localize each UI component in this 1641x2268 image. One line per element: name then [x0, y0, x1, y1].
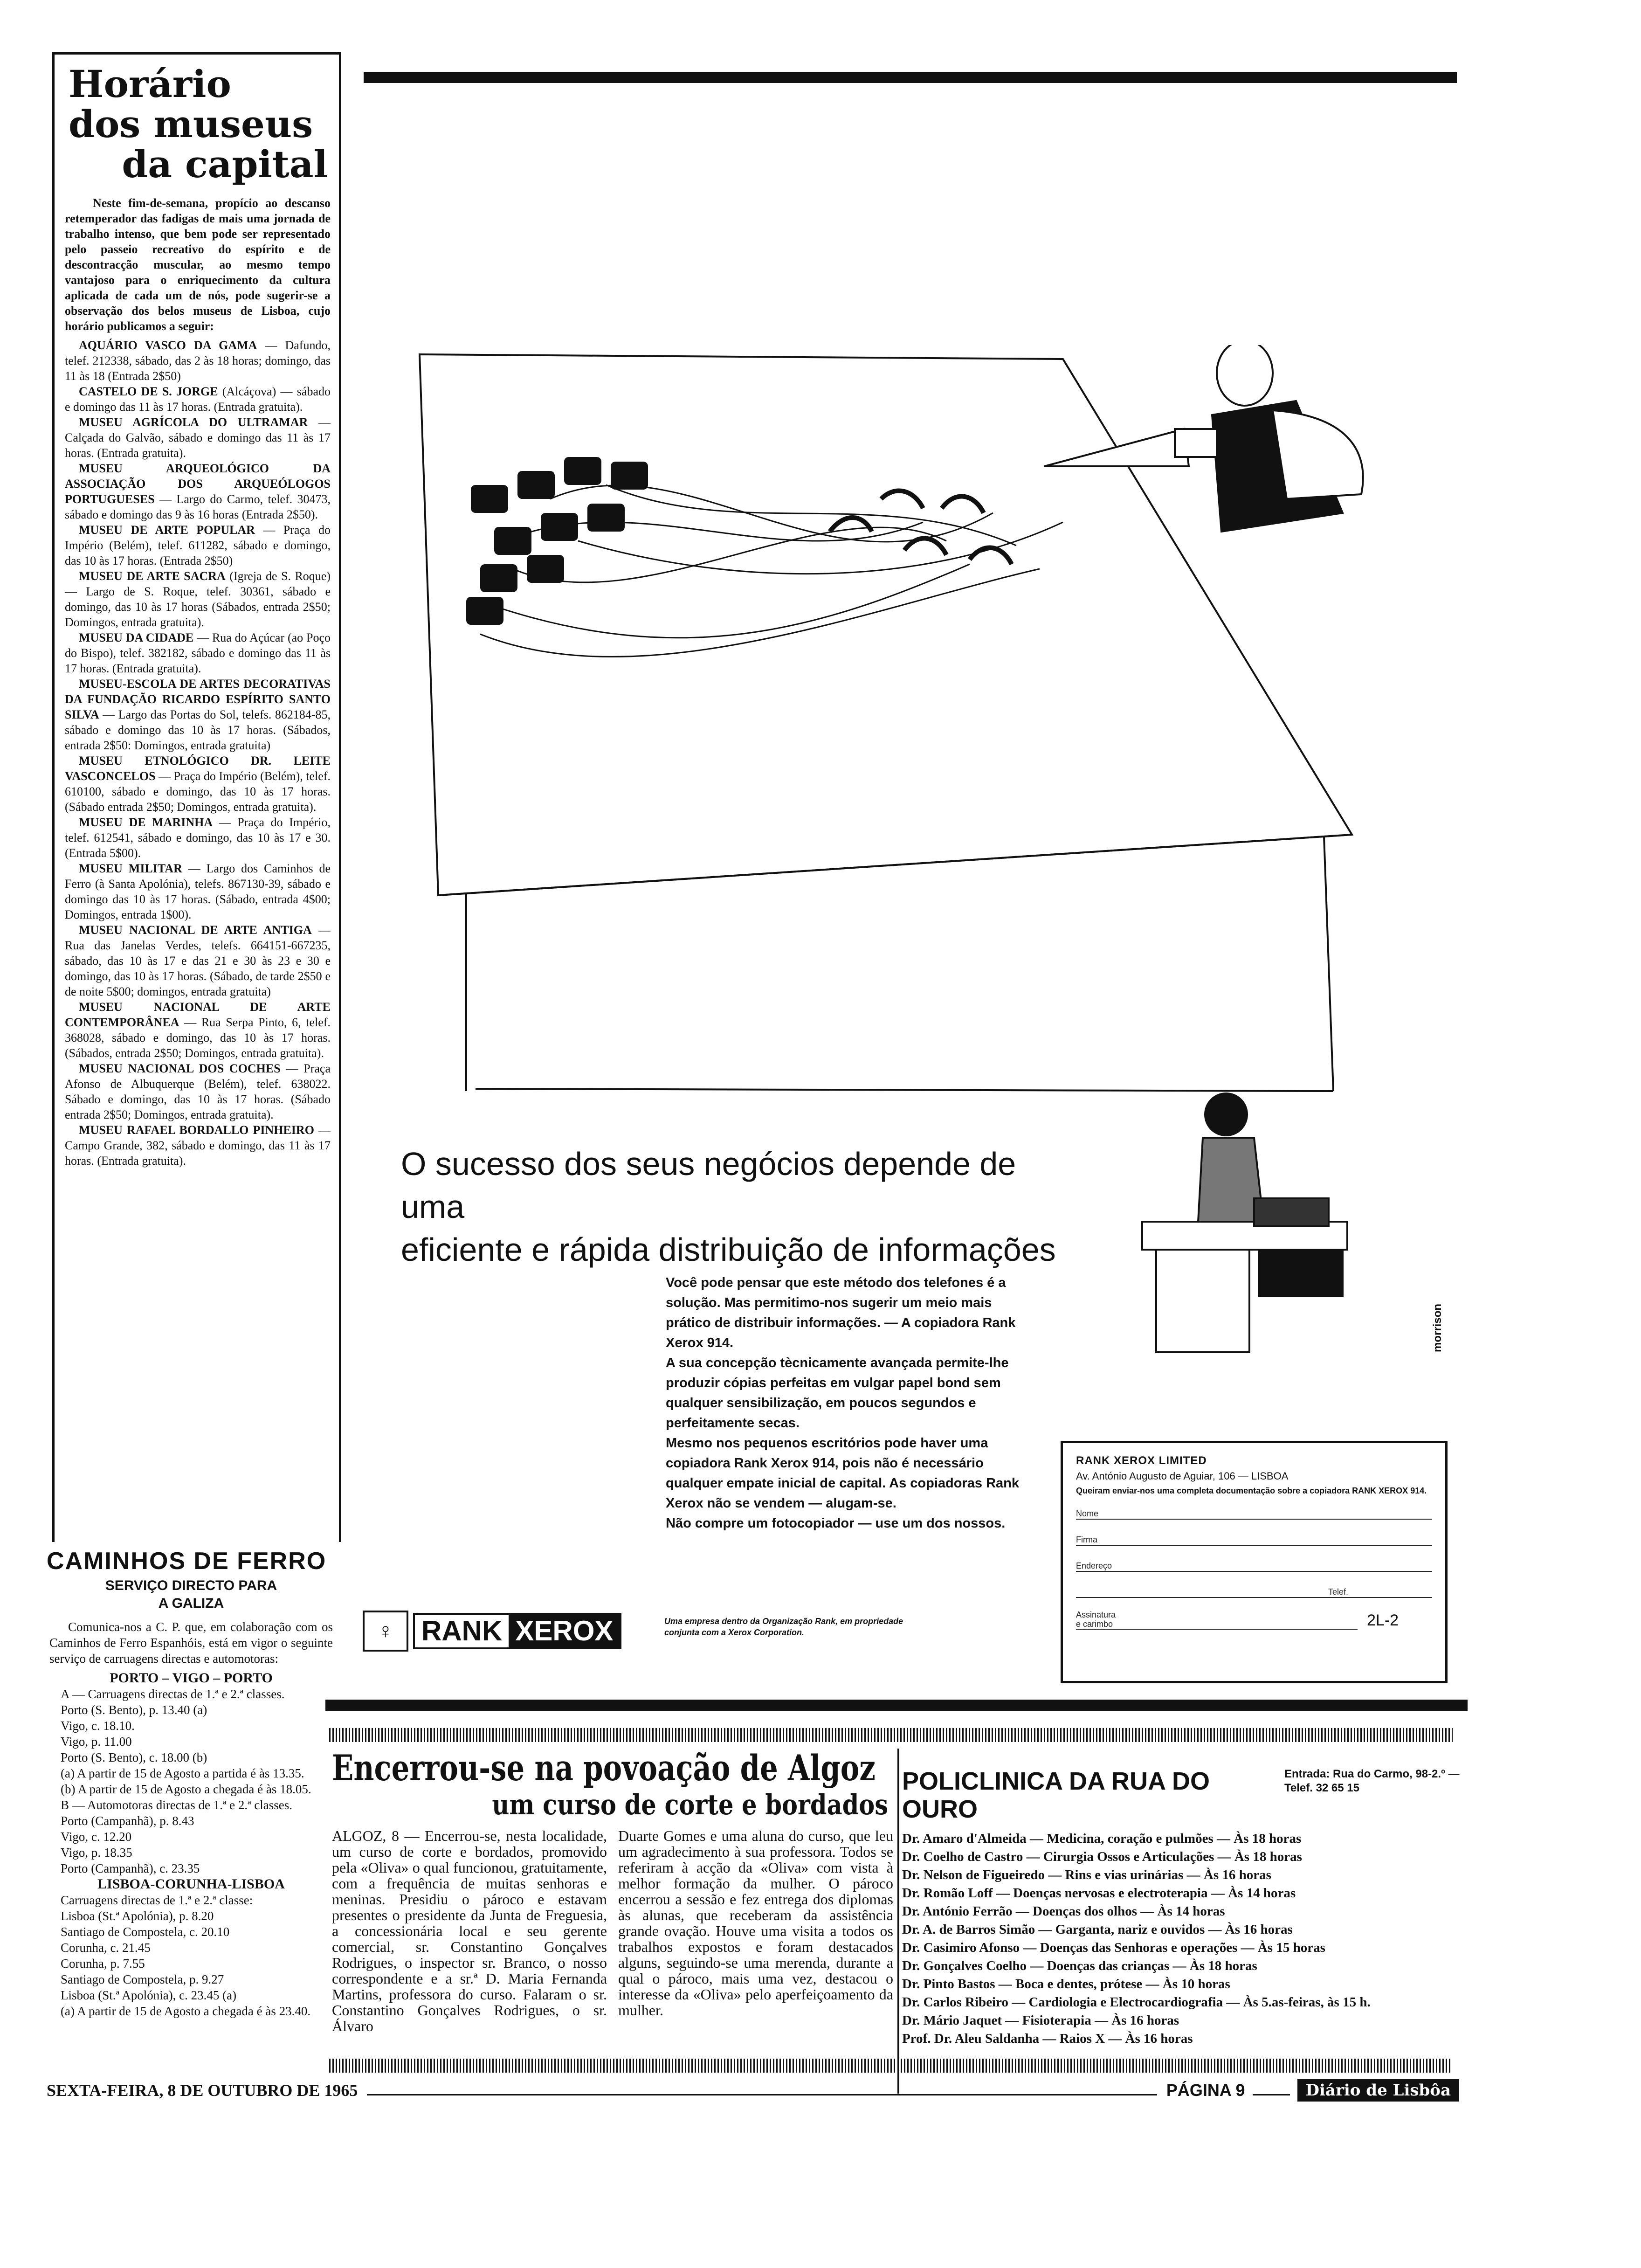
clinic-doctor-row: Dr. António Ferrão — Doenças dos olhos — Às 14 horas	[902, 1904, 1225, 1919]
clinic-doctor-row: Dr. Casimiro Afonso — Doenças das Senhoras e operações — Às 15 horas	[902, 1940, 1325, 1955]
coupon-request: Queiram enviar-nos uma completa documentação sobre a copiadora RANK XEROX 914.	[1076, 1486, 1427, 1495]
museum-entry	[65, 1122, 331, 1169]
man-with-megaphone-icon	[1044, 345, 1363, 532]
railway-line: Vigo, c. 18.10.	[61, 1719, 135, 1733]
railway-line: Porto (Campanhã), p. 8.43	[61, 1814, 194, 1828]
footer	[47, 2079, 1459, 2102]
museum-name: MUSEU DE MARINHA	[79, 816, 213, 829]
museum-details: (Alcáçova) — sábado e domingo das 11 às 17 horas. (Entrada gratuita).	[65, 385, 331, 414]
coupon-field-telef-label: Telef.	[1328, 1587, 1348, 1597]
ad-signature: morrison	[1431, 1303, 1444, 1352]
ad-headline	[401, 1142, 1072, 1271]
museum-entry	[65, 861, 331, 922]
museum-entry	[65, 522, 331, 568]
article-clinic-divider	[897, 1749, 899, 2094]
ad-headline-line-2: eficiente e rápida distribuição de informações	[401, 1231, 1056, 1268]
article-col-1: ALGOZ, 8 — Encerrou-se, nesta localidade, um curso de corte e bordados, promovido pela «Oliva» o qual funcionou, gratuitamente, com a frequência de muitas senhoras e meninas. Presidiu o pároco e estavam presentes o presidente da Junta de Freguesia, a concessionária local e seu gerente comercial, sr. Constantino Gonçalves Rodrigues, o inspector sr. Branco, o nosso correspondente e a sr.ª D. Maria Fernanda Martins, professora do curso. Falaram o sr. Constantino Gonçalves Rodrigues, o sr. Álvaro	[332, 1827, 607, 2034]
coupon-field-assinatura[interactable]	[1076, 1607, 1358, 1630]
phone-cords	[480, 485, 1063, 657]
museum-name: MUSEU DE ARTE SACRA	[79, 569, 226, 583]
footer-date: SEXTA-FEIRA, 8 DE OUTUBRO DE 1965	[47, 2081, 358, 2100]
railways-lines-2	[47, 1892, 336, 2019]
museum-details: — Dafundo, telef. 212338, sábado, das 2 às 18 horas; domingo, das 11 às 18 (Entrada 2$50)	[65, 339, 331, 383]
museum-details: — Praça do Império (Belém), telef. 610100, sábado e domingo, das 10 às 17 horas. (Sábado entrada 2$50; Domingos, entrada gratuita).	[65, 769, 331, 814]
clinic-doctors	[902, 1830, 1462, 2048]
clinic-doctor-row: Dr. Romão Loff — Doenças nervosas e electroterapia — Às 14 horas	[902, 1886, 1296, 1901]
railways-route-1: PORTO – VIGO – PORTO	[110, 1670, 273, 1686]
railways-title: CAMINHOS DE FERRO	[47, 1548, 327, 1575]
railway-line: Vigo, c. 12.20	[61, 1830, 132, 1844]
railway-line: Corunha, p. 7.55	[61, 1957, 145, 1971]
railway-line: (a) A partir de 15 de Agosto a partida é às 13.35.	[61, 1766, 304, 1780]
clinic-doctor-row: Dr. Coelho de Castro — Cirurgia Ossos e Articulações — Às 18 horas	[902, 1849, 1302, 1864]
telephones-icon	[466, 457, 648, 625]
museums-list	[55, 338, 339, 1169]
museum-entry	[65, 384, 331, 415]
clinic-doctor-row: Dr. Amaro d'Almeida — Medicina, coração e pulmões — Às 18 horas	[902, 1831, 1302, 1846]
coupon-field-endereco[interactable]	[1076, 1555, 1432, 1572]
ad-bottom-rule	[325, 1700, 1468, 1711]
railways-intro: Comunica-nos a C. P. que, em colaboração com os Caminhos de Ferro Espanhóis, está em vigor o seguinte serviço de carruagens directas e automotoras:	[49, 1620, 333, 1666]
museum-entry	[65, 676, 331, 753]
museum-details: — Praça Afonso de Albuquerque (Belém), telef. 638022. Sábado e domingo, das 10 às 17 horas. (Sábado entrada 2$50; Domingos, entrada gratuita).	[65, 1062, 331, 1121]
article	[332, 1748, 896, 2034]
museum-entry	[65, 568, 331, 630]
railways-lines-1	[47, 1686, 336, 1876]
clinic-address: Entrada: Rua do Carmo, 98-2.º — Telef. 32 65 15	[1284, 1768, 1460, 1794]
coupon-field-nome[interactable]	[1076, 1503, 1432, 1520]
railway-line: B — Automotoras directas de 1.ª e 2.ª classes.	[61, 1798, 293, 1812]
railway-line: Vigo, p. 18.35	[61, 1846, 132, 1860]
museum-details: — Calçada do Galvão, sábado e domingo das 11 às 17 horas. (Entrada gratuita).	[65, 415, 331, 460]
museum-entry	[65, 630, 331, 676]
footer-masthead: Diário de Lisbôa	[1297, 2079, 1459, 2102]
railway-line: Corunha, c. 21.45	[61, 1941, 151, 1955]
coupon-signature-row	[1076, 1607, 1432, 1630]
museum-details: — Praça do Império (Belém), telef. 611282, sábado e domingo, das 10 às 17 horas. (Entrada 2$50)	[65, 523, 331, 567]
museum-name: MUSEU ARQUEOLÓGICO DA ASSOCIAÇÃO DOS ARQUEÓLOGOS PORTUGUESES	[65, 462, 331, 506]
museum-name: AQUÁRIO VASCO DA GAMA	[79, 339, 257, 352]
clinic-doctor-row: Dr. Carlos Ribeiro — Cardiologia e Electrocardiografia — Às 5.as-feiras, às 15 h.	[902, 1995, 1371, 2010]
museums-title-line-1: Horário	[69, 62, 231, 106]
ad-coupon	[1061, 1441, 1448, 1683]
ad-body-p4: Não compre um fotocopiador — use um dos nossos.	[666, 1516, 1006, 1531]
logo-rank: RANK	[421, 1615, 503, 1646]
museums-title-line-3: da capital	[122, 142, 328, 186]
railway-line: Carruagens directas de 1.ª e 2.ª classe:	[61, 1893, 253, 1907]
coupon-field-nome-label: Nome	[1076, 1509, 1099, 1518]
railway-line: Porto (S. Bento), c. 18.00 (b)	[61, 1750, 207, 1764]
desk-drawing	[420, 354, 1352, 1091]
article-headline: Encerrou-se na povoação de Algoz	[332, 1747, 876, 1789]
footer-rule-right	[1253, 2086, 1290, 2095]
railway-line: Vigo, p. 11.00	[61, 1735, 132, 1749]
museum-details: — Praça do Império, telef. 612541, sábado e domingo, das 10 às 17 e 30. (Entrada 5$00).	[65, 816, 331, 860]
museum-name: MUSEU NACIONAL DOS COCHES	[79, 1062, 281, 1075]
museum-name: MUSEU NACIONAL DE ARTE ANTIGA	[79, 923, 312, 937]
hatch-divider-top	[329, 1728, 1453, 1742]
museum-entry	[65, 415, 331, 461]
museums-title	[69, 64, 328, 184]
museum-entry	[65, 999, 331, 1061]
railway-line: Lisboa (St.ª Apolónia), c. 23.45 (a)	[61, 1988, 237, 2002]
museum-details: — Rua do Açúcar (ao Poço do Bispo), telef. 382182, sábado e domingo das 11 às 17 horas. (Entrada gratuita).	[65, 631, 331, 675]
ad-illustration	[410, 345, 1455, 1138]
museum-entry	[65, 461, 331, 522]
railway-line: A — Carruagens directas de 1.ª e 2.ª classes.	[61, 1687, 285, 1701]
clinic-doctor-row: Dr. Nelson de Figueiredo — Rins e vias urinárias — Às 16 horas	[902, 1867, 1271, 1882]
clinic	[902, 1767, 1462, 2048]
railways-route-2: LISBOA-CORUNHA-LISBOA	[97, 1876, 285, 1892]
museum-details: — Campo Grande, 382, sábado e domingo, das 11 às 17 horas. (Entrada gratuita).	[65, 1123, 331, 1168]
coupon-field-firma-label: Firma	[1076, 1535, 1097, 1544]
coupon-field-endereco-label: Endereço	[1076, 1561, 1112, 1570]
coupon-address: Av. António Augusto de Aguiar, 106 — LISBOA	[1076, 1470, 1289, 1482]
ad-top-rule	[364, 72, 1457, 83]
museum-details: — Largo do Carmo, telef. 30473, sábado e domingo das 9 às 16 horas (Entrada 2$50).	[65, 492, 331, 521]
clinic-doctor-row: Dr. A. de Barros Simão — Garganta, nariz e ouvidos — Às 16 horas	[902, 1922, 1293, 1937]
museum-name: MUSEU RAFAEL BORDALLO PINHEIRO	[79, 1123, 314, 1137]
museums-intro: Neste fim-de-semana, propício ao descanso retemperador das fadigas de mais uma jornada de trabalho intenso, que bem pode ser representado pelo passeio recreativo do espírito e de descontracção muscular, ao mesmo tempo vantajoso para o enriquecimento da cultura aplicada de cada um de nós, pode sugerir-se a observação dos belos museus de Lisboa, cujo horário publicamos a seguir:	[65, 196, 331, 333]
rank-gongman-icon: ♀	[363, 1611, 408, 1652]
handsets-icon	[830, 491, 1012, 564]
museum-name: MUSEU NACIONAL DE ARTE CONTEMPORÂNEA	[65, 1000, 331, 1029]
ad-body-p2: A sua concepção tècnicamente avançada permite-lhe produzir cópias perfeitas em vulgar papel bond sem qualquer sensibilização, em poucos segundos e perfeitamente secas.	[666, 1355, 1009, 1431]
ad-body	[666, 1273, 1020, 1534]
clinic-header	[902, 1767, 1462, 1823]
logo-xerox: XEROX	[509, 1615, 620, 1647]
footer-page: PÁGINA 9	[1166, 2081, 1245, 2100]
woman-at-copier-illustration	[1128, 1082, 1389, 1362]
ad-body-p1: Você pode pensar que este método dos telefones é a solução. Mas permitimo-nos sugerir um meio mais prático de distribuir informações. — A copiadora Rank Xerox 914.	[666, 1275, 1016, 1350]
article-columns	[332, 1828, 896, 2034]
museum-entry	[65, 922, 331, 999]
museum-entry	[65, 815, 331, 861]
rank-xerox-logo	[363, 1609, 689, 1653]
museum-name: MUSEU DA CIDADE	[79, 631, 194, 644]
ad-tagline: Uma empresa dentro da Organização Rank, em propriedade conjunta com a Xerox Corporation.	[664, 1617, 903, 1637]
hatch-divider-article	[329, 2059, 896, 2073]
railway-line: (b) A partir de 15 de Agosto a chegada é às 18.05.	[61, 1782, 311, 1796]
logo-wordmark	[413, 1613, 621, 1649]
railway-line: Porto (Campanhã), c. 23.35	[61, 1861, 200, 1875]
railway-line: Santiago de Compostela, c. 20.10	[61, 1925, 230, 1939]
coupon-company: RANK XEROX LIMITED	[1076, 1454, 1207, 1467]
clinic-doctor-row: Dr. Gonçalves Coelho — Doenças das crianças — Às 18 horas	[902, 1958, 1257, 1973]
museum-entry	[65, 338, 331, 384]
coupon-code: 2L-2	[1367, 1611, 1399, 1629]
hatch-divider-bottom	[897, 2059, 1452, 2073]
clinic-title: POLICLINICA DA RUA DO OURO	[902, 1767, 1210, 1823]
railway-line: Lisboa (St.ª Apolónia), p. 8.20	[61, 1909, 214, 1923]
clinic-doctor-row: Dr. Mário Jaquet — Fisioterapia — Às 16 horas	[902, 2013, 1179, 2028]
ad-body-p3: Mesmo nos pequenos escritórios pode haver uma copiadora Rank Xerox 914, pois não é necessário qualquer empate inicial de capital. As copiadoras Rank Xerox não se vendem — alugam-se.	[666, 1436, 1019, 1511]
museum-details: — Largo dos Caminhos de Ferro (à Santa Apolónia), telefs. 867130-39, sábado e domingo das 10 às 17 horas. (Sábado, entrada 4$00; Domingos, entrada 1$00).	[65, 862, 331, 921]
museum-name: CASTELO DE S. JORGE	[79, 385, 218, 398]
clinic-doctor-row: Prof. Dr. Aleu Saldanha — Raios X — Às 16 horas	[902, 2031, 1193, 2046]
museum-name: MUSEU MILITAR	[79, 862, 182, 875]
museum-name: MUSEU ETNOLÓGICO DR. LEITE VASCONCELOS	[65, 754, 331, 783]
museum-name: MUSEU DE ARTE POPULAR	[79, 523, 255, 537]
museums-box	[52, 52, 341, 1542]
museum-details: — Largo das Portas do Sol, telefs. 862184-85, sábado e domingo das 10 às 17 horas. (Sábados, entrada 2$50: Domingos, entrada gratuita)	[65, 708, 331, 752]
railway-line: Porto (S. Bento), p. 13.40 (a)	[61, 1703, 207, 1717]
museum-name: MUSEU AGRÍCOLA DO ULTRAMAR	[79, 415, 308, 429]
coupon-field-firma[interactable]	[1076, 1529, 1432, 1546]
article-col-2: Duarte Gomes e uma aluna do curso, que leu um agradecimento à sua professora. Todos se referiram à acção da «Oliva» com vista à melhor formação da mulher. O pároco encerrou a sessão e fez entrega dos diplomas às alunas, que receberam da assistência grande ovação. Houve uma visita a todos os trabalhos expostos e foram destacados alguns, seguindo-se uma merenda, durante a qual o pároco, mais uma vez, destacou o interesse da «Oliva» pelo aperfeiçoamento da mulher.	[618, 1827, 893, 2019]
railway-line: Santiago de Compostela, p. 9.27	[61, 1972, 224, 1986]
railways-subtitle: SERVIÇO DIRECTO PARA A GALIZA	[105, 1578, 277, 1611]
museums-title-line-2: dos museus	[69, 102, 313, 146]
clinic-doctor-row: Dr. Pinto Bastos — Boca e dentes, prótese — Às 10 horas	[902, 1977, 1230, 1991]
museum-entry	[65, 753, 331, 815]
museum-name: MUSEU-ESCOLA DE ARTES DECORATIVAS DA FUNDAÇÃO RICARDO ESPÍRITO SANTO SILVA	[65, 677, 331, 721]
railway-line: (a) A partir de 15 de Agosto a chegada é às 23.40.	[61, 2004, 311, 2018]
footer-rule-left	[367, 2086, 1157, 2095]
coupon-field-assinatura-label: Assinatura e carimbo	[1076, 1610, 1116, 1629]
museum-details: — Rua Serpa Pinto, 6, telef. 368028, sábado e domingo, das 10 às 17 horas. (Sábados, entrada 2$50; Domingos, entrada gratuita).	[65, 1016, 331, 1060]
museum-details: (Igreja de S. Roque) — Largo de S. Roque, telef. 30361, sábado e domingo, das 10 às 17 horas (Sábados, entrada 2$50; Domingos, entrada gratuita).	[65, 569, 331, 629]
ad-headline-line-1: O sucesso dos seus negócios depende de uma	[401, 1146, 1016, 1225]
coupon-field-telef[interactable]	[1076, 1581, 1432, 1598]
article-subhead: um curso de corte e bordados	[492, 1789, 888, 1821]
museum-entry	[65, 1061, 331, 1122]
museum-details: — Rua das Janelas Verdes, telefs. 664151-667235, sábado, das 10 às 17 e das 21 e 30 às 23 e 30 e domingo, das 10 às 17 horas. (Sábado, de tarde 2$50 e de noite 5$00; domingos, entrada gratuita)	[65, 923, 331, 998]
railways-section	[47, 1547, 336, 2019]
